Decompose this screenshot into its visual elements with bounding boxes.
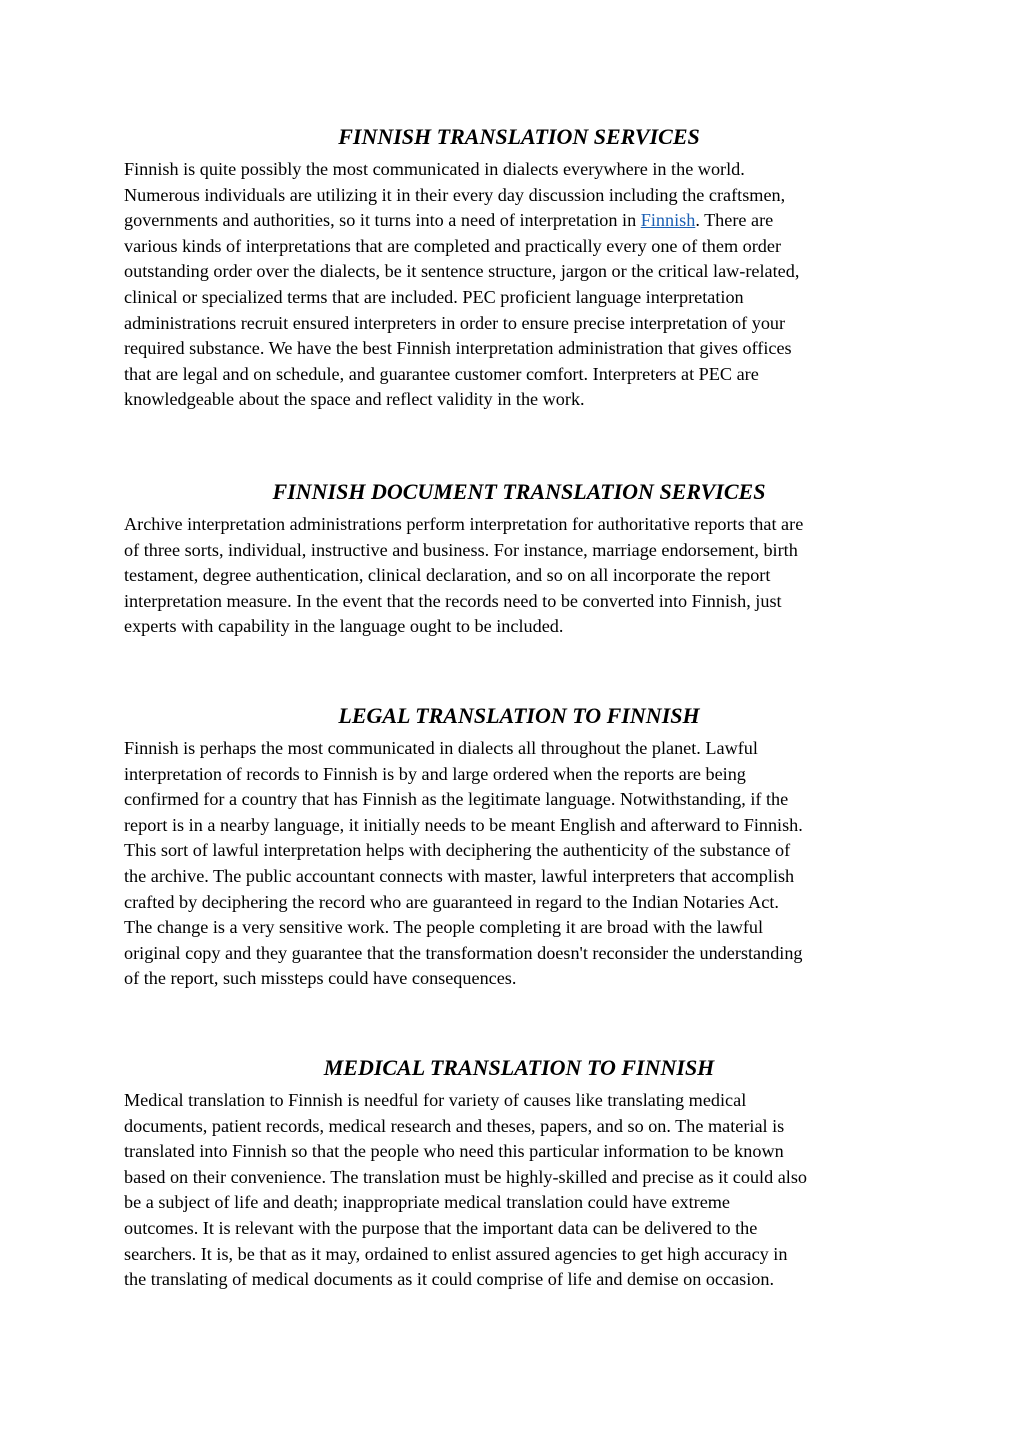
paragraph-line: interpretation of records to Finnish is by and large ordered when the reports are being (124, 763, 746, 784)
paragraph-line: testament, degree authentication, clinical declaration, and so on all incorporate the report (124, 565, 771, 586)
section-paragraph (124, 157, 904, 413)
paragraph-line: administrations recruit ensured interpreters in order to ensure precise interpretation of your (124, 312, 786, 333)
paragraph-line-with-link (124, 208, 904, 234)
paragraph-line: outstanding order over the dialects, be it sentence structure, jargon or the critical law-related, (124, 261, 800, 282)
paragraph-line: experts with capability in the language ought to be included. (124, 616, 564, 637)
paragraph-line: translated into Finnish so that the people who need this particular information to be known (124, 1141, 784, 1162)
paragraph-line: the archive. The public accountant connects with master, lawful interpreters that accomplish (124, 865, 795, 886)
paragraph-line: confirmed for a country that has Finnish as the legitimate language. Notwithstanding, if the (124, 789, 789, 810)
paragraph-line: knowledgeable about the space and reflect validity in the work. (124, 389, 585, 410)
section-legal-translation (124, 703, 904, 992)
paragraph-line: outcomes. It is relevant with the purpose that the important data can be delivered to the (124, 1217, 758, 1238)
paragraph-line: Finnish is quite possibly the most communicated in dialects everywhere in the world. (124, 159, 745, 179)
section-paragraph (124, 736, 904, 992)
paragraph-line: interpretation measure. In the event that the records need to be converted into Finnish, just (124, 590, 782, 611)
paragraph-line: The change is a very sensitive work. The people completing it are broad with the lawful (124, 917, 764, 938)
paragraph-line: the translating of medical documents as it could comprise of life and demise on occasion. (124, 1269, 775, 1290)
paragraph-line: Medical translation to Finnish is needful for variety of causes like translating medical (124, 1090, 747, 1110)
paragraph-line: clinical or specialized terms that are included. PEC proficient language interpretation (124, 286, 744, 307)
section-finnish-document-translation-services (124, 479, 904, 640)
paragraph-line: of three sorts, individual, instructive and business. For instance, marriage endorsement, birth (124, 539, 798, 560)
paragraph-line: report is in a nearby language, it initially needs to be meant English and afterward to Finnish. (124, 814, 803, 835)
paragraph-line: Finnish is perhaps the most communicated in dialects all throughout the planet. Lawful (124, 738, 758, 758)
paragraph-line: Archive interpretation administrations perform interpretation for authoritative reports that are (124, 514, 804, 534)
paragraph-line: This sort of lawful interpretation helps with deciphering the authenticity of the substance of (124, 840, 791, 861)
section-heading: MEDICAL TRANSLATION TO FINNISH (323, 1055, 715, 1080)
paragraph-line: searchers. It is, be that as it may, ordained to enlist assured agencies to get high accuracy in (124, 1243, 788, 1264)
paragraph-line: documents, patient records, medical research and theses, papers, and so on. The material is (124, 1115, 785, 1136)
paragraph-line: based on their convenience. The translation must be highly-skilled and precise as it could also (124, 1166, 808, 1187)
section-finnish-translation-services (124, 124, 904, 413)
paragraph-line: of the report, such missteps could have consequences. (124, 968, 517, 989)
section-medical-translation (124, 1055, 904, 1293)
paragraph-line: that are legal and on schedule, and guarantee customer comfort. Interpreters at PEC are (124, 363, 759, 384)
paragraph-line: Numerous individuals are utilizing it in their every day discussion including the craftsmen, (124, 184, 786, 205)
paragraph-line: various kinds of interpretations that are completed and practically every one of them order (124, 235, 782, 256)
section-heading: FINNISH TRANSLATION SERVICES (338, 124, 700, 149)
paragraph-line: be a subject of life and death; inappropriate medical translation could have extreme (124, 1192, 731, 1213)
paragraph-text: governments and authorities, so it turns into a need of interpretation in (124, 210, 641, 231)
paragraph-line: required substance. We have the best Finnish interpretation administration that gives offices (124, 338, 792, 359)
section-paragraph (124, 512, 904, 640)
finnish-link[interactable]: Finnish (640, 210, 696, 231)
section-paragraph (124, 1088, 904, 1293)
section-heading: LEGAL TRANSLATION TO FINNISH (338, 703, 700, 728)
section-heading: FINNISH DOCUMENT TRANSLATION SERVICES (272, 479, 766, 504)
paragraph-line: crafted by deciphering the record who are guaranteed in regard to the Indian Notaries Act. (124, 891, 779, 912)
paragraph-line: original copy and they guarantee that the transformation doesn't reconsider the understanding (124, 942, 803, 963)
paragraph-text: . There are (695, 210, 774, 231)
